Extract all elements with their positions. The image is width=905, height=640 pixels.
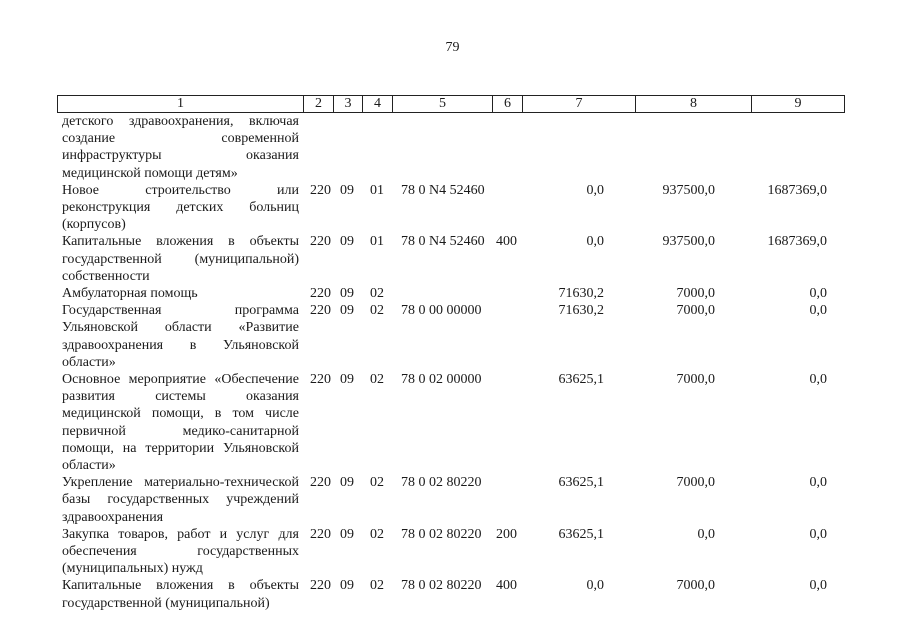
- row-description: Амбулаторная помощь: [62, 286, 198, 302]
- table-row: [0, 285, 905, 302]
- row-amount-col7: 0,0: [586, 182, 604, 198]
- header-col-6: 6: [493, 96, 523, 113]
- table-row: [0, 526, 905, 578]
- row-amount-col7: 71630,2: [558, 303, 604, 319]
- table-row: [0, 474, 905, 526]
- row-ministry-code: 220: [310, 475, 331, 491]
- row-amount-col9: 1687369,0: [767, 182, 827, 198]
- row-section-code: 09: [340, 372, 354, 388]
- row-ministry-code: 220: [310, 286, 331, 302]
- header-col-1: 1: [58, 96, 304, 113]
- row-target-article: 78 0 N4 52460: [401, 182, 485, 198]
- row-amount-col9: 0,0: [809, 475, 827, 491]
- row-amount-col9: 0,0: [809, 372, 827, 388]
- row-expense-type: 400: [496, 234, 517, 250]
- row-description: Новое строительство или реконструкция детских больниц (корпусов): [62, 182, 299, 233]
- row-description: Закупка товаров, работ и услуг для обеспечения государственных (муниципальных) нужд: [62, 526, 299, 577]
- row-ministry-code: 220: [310, 303, 331, 319]
- row-description: детского здравоохранения, включая создание современной инфраструктуры оказания медицинской помощи детям»: [62, 114, 299, 181]
- row-expense-type: 400: [496, 578, 517, 594]
- row-target-article: 78 0 02 80220: [401, 578, 482, 594]
- row-amount-col8: 7000,0: [676, 303, 715, 319]
- row-amount-col7: 0,0: [586, 578, 604, 594]
- row-subsection-code: 02: [370, 372, 384, 388]
- table-row: [0, 182, 905, 234]
- row-target-article: 78 0 N4 52460: [401, 234, 485, 250]
- row-section-code: 09: [340, 182, 354, 198]
- header-col-5: 5: [393, 96, 493, 113]
- row-target-article: 78 0 02 00000: [401, 372, 482, 388]
- column-header-row: [57, 95, 845, 113]
- row-amount-col9: 0,0: [809, 286, 827, 302]
- row-ministry-code: 220: [310, 372, 331, 388]
- table-row: [0, 371, 905, 474]
- row-subsection-code: 02: [370, 526, 384, 542]
- budget-table-body: [0, 113, 905, 612]
- row-section-code: 09: [340, 234, 354, 250]
- row-description: Капитальные вложения в объекты государственной (муниципальной): [62, 578, 299, 611]
- row-amount-col7: 0,0: [586, 234, 604, 250]
- row-target-article: 78 0 00 00000: [401, 303, 482, 319]
- row-amount-col8: 937500,0: [662, 234, 715, 250]
- row-description: Укрепление материально-технической базы государственных учреждений здравоохранения: [62, 475, 299, 525]
- row-amount-col8: 7000,0: [676, 372, 715, 388]
- table-row: [0, 233, 905, 285]
- row-amount-col8: 7000,0: [676, 286, 715, 302]
- row-amount-col8: 7000,0: [676, 475, 715, 491]
- row-amount-col8: 7000,0: [676, 578, 715, 594]
- row-section-code: 09: [340, 303, 354, 319]
- row-subsection-code: 02: [370, 286, 384, 302]
- row-amount-col8: 0,0: [697, 526, 715, 542]
- header-col-8: 8: [636, 96, 752, 113]
- row-subsection-code: 02: [370, 475, 384, 491]
- table-row: [0, 113, 905, 182]
- header-col-4: 4: [363, 96, 393, 113]
- row-description: Основное мероприятие «Обеспечение развития системы оказания медицинской помощи, в том числе первичной медико-санитарной помощи, на территории Ульяновской области»: [62, 372, 299, 474]
- row-ministry-code: 220: [310, 182, 331, 198]
- row-subsection-code: 01: [370, 234, 384, 250]
- row-target-article: 78 0 02 80220: [401, 475, 482, 491]
- header-col-7: 7: [523, 96, 636, 113]
- row-description: Капитальные вложения в объекты государственной (муниципальной) собственности: [62, 234, 299, 284]
- row-ministry-code: 220: [310, 234, 331, 250]
- header-col-9: 9: [752, 96, 845, 113]
- row-amount-col9: 0,0: [809, 526, 827, 542]
- row-section-code: 09: [340, 286, 354, 302]
- row-amount-col9: 0,0: [809, 578, 827, 594]
- row-section-code: 09: [340, 526, 354, 542]
- row-ministry-code: 220: [310, 578, 331, 594]
- row-amount-col7: 63625,1: [558, 526, 604, 542]
- row-amount-col9: 0,0: [809, 303, 827, 319]
- row-amount-col8: 937500,0: [662, 182, 715, 198]
- row-subsection-code: 01: [370, 182, 384, 198]
- table-row: [0, 302, 905, 371]
- row-ministry-code: 220: [310, 526, 331, 542]
- row-subsection-code: 02: [370, 303, 384, 319]
- row-description: Государственная программа Ульяновской области «Развитие здравоохранения в Ульяновской области»: [62, 303, 299, 370]
- row-target-article: 78 0 02 80220: [401, 526, 482, 542]
- table-row: [0, 577, 905, 611]
- row-subsection-code: 02: [370, 578, 384, 594]
- row-expense-type: 200: [496, 526, 517, 542]
- row-amount-col7: 71630,2: [558, 286, 604, 302]
- row-amount-col7: 63625,1: [558, 372, 604, 388]
- header-col-3: 3: [334, 96, 363, 113]
- row-section-code: 09: [340, 578, 354, 594]
- row-amount-col7: 63625,1: [558, 475, 604, 491]
- row-amount-col9: 1687369,0: [767, 234, 827, 250]
- header-col-2: 2: [304, 96, 334, 113]
- row-section-code: 09: [340, 475, 354, 491]
- page-number: 79: [445, 40, 460, 55]
